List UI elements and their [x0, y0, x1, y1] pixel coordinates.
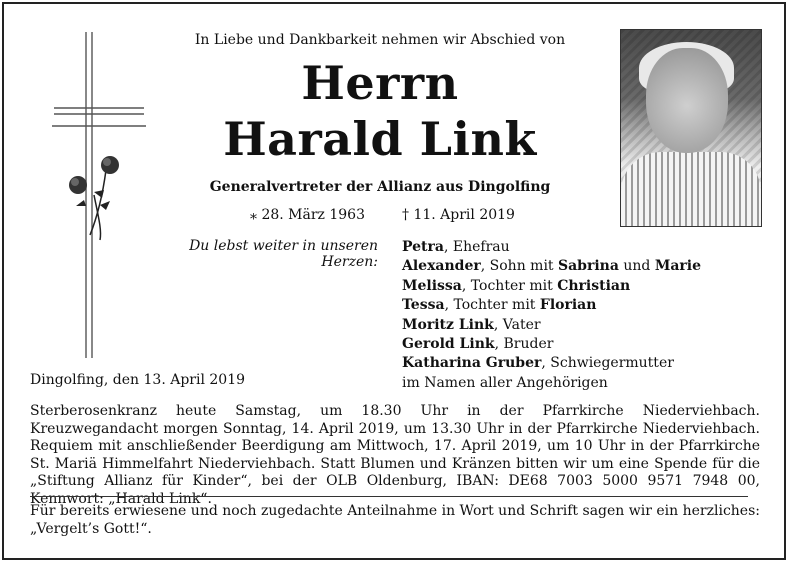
list-item: Tessa, Tochter mit Florian — [402, 297, 597, 314]
list-item: Katharina Gruber, Schwiegermutter — [402, 355, 674, 372]
list-item: Petra, Ehefrau — [402, 239, 510, 255]
divider — [30, 496, 748, 497]
thanks-note: Für bereits erwiesene und noch zugedachte Anteilnahme in Wort und Schrift sagen wir ein herzliches: „Vergelt’s Gott!“. — [30, 503, 760, 537]
birth-date: ⁎ 28. März 1963 — [250, 207, 365, 223]
intro-line: In Liebe und Dankbarkeit nehmen wir Abschied von — [194, 32, 566, 48]
list-item: Alexander, Sohn mit Sabrina und Marie — [402, 258, 701, 275]
on-behalf-line: im Namen aller Angehörigen — [402, 374, 608, 391]
deceased-position: Generalvertreter der Allianz aus Dingolfing — [209, 179, 551, 195]
place-date: Dingolfing, den 13. April 2019 — [30, 372, 246, 388]
funeral-notice: Sterberosenkranz heute Samstag, um 18.30 Uhr in der Pfarrkirche Niederviehbach. Kreuzwegandacht morgen Sonntag, 14. April 2019, um 13.30 Uhr in der Pfarrkirche Niederviehbach. Requiem mit anschließender Beerdigung am Mittwoch, 17. April 2019, um 10 Uhr in der Pfarrkirche St. Mariä Himmelfahrt Niederviehbach. Statt Blumen und Kränzen bitten wir um eine Spende für die „Stiftung Allianz für Kinder“, bei der OLB Oldenburg, IBAN: DE68 7003 5000 9571 7948 00, Kennwort: „Harald Link“. — [30, 403, 760, 507]
rose-icon — [69, 156, 119, 240]
cross-with-roses-icon — [50, 30, 150, 360]
salutation: Herrn — [301, 56, 459, 110]
motto: Du lebst weiter in unseren Herzen: — [189, 238, 378, 270]
list-item: Gerold Link, Bruder — [402, 336, 554, 353]
list-item: Melissa, Tochter mit Christian — [402, 277, 631, 294]
mourners-list — [402, 238, 701, 393]
death-date: † 11. April 2019 — [402, 207, 515, 223]
deceased-name: Harald Link — [223, 112, 537, 166]
list-item: Moritz Link, Vater — [402, 316, 541, 333]
portrait-photo — [620, 29, 762, 227]
